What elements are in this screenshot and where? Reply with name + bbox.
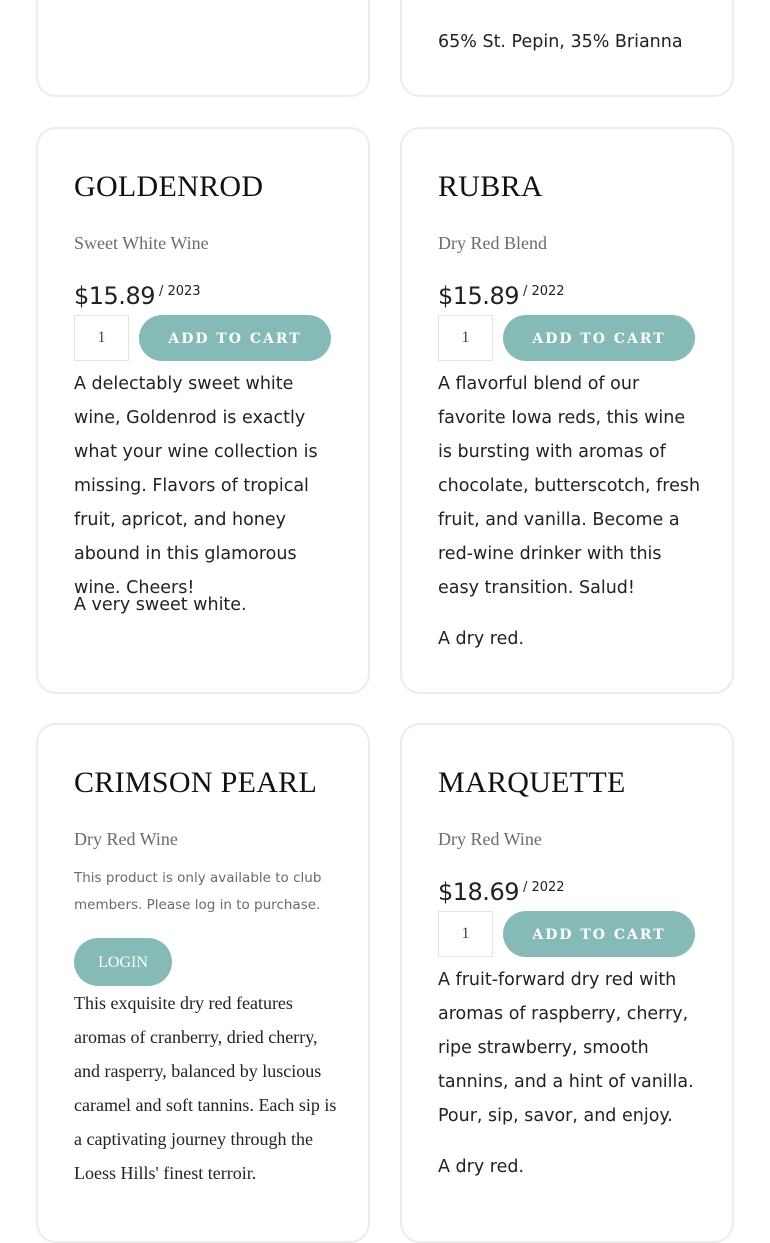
club-only-message: This product is only available to club members. Please log in to purchase. [74,870,322,913]
product-type: Dry Red Wine [74,829,178,849]
product-name: GOLDENROD [74,170,264,203]
product-name: CRIMSON PEARL [74,766,318,799]
login-button[interactable]: LOGIN [74,938,172,986]
product-type: Sweet White Wine [74,233,209,253]
product-type: Dry Red Wine [438,829,542,849]
product-description: A flavorful blend of our favorite Iowa reds, this wine is bursting with aromas of chocolate, butterscotch, fresh fruit, and vanilla. Become a red-wine drinker with this easy transition. Salud! [438,374,701,598]
price-row [438,277,565,314]
product-price: $15.89 [438,282,519,310]
product-card-partial-right [400,0,734,97]
product-note: A very sweet white. [74,595,247,615]
product-card-rubra [400,127,734,694]
add-to-cart-button[interactable]: ADD TO CART [503,315,695,361]
add-to-cart-button[interactable]: ADD TO CART [503,911,695,957]
product-price: $18.69 [438,878,519,906]
product-price: $15.89 [74,282,155,310]
product-description: A delectably sweet white wine, Goldenrod is exactly what your wine collection is missing. Flavors of tropical fruit, apricot, and honey abound in this glamorous wine. Cheers! [74,374,318,598]
quantity-input[interactable] [438,911,493,957]
varietal-blend: 65% St. Pepin, 35% Brianna [438,32,683,52]
product-card-goldenrod [36,127,370,694]
product-note: A dry red. [438,1157,525,1177]
product-type: Dry Red Blend [438,233,547,253]
product-description: A fruit-forward dry red with aromas of raspberry, cherry, ripe strawberry, smooth tannins, and a hint of vanilla. Pour, sip, savor, and enjoy. [438,970,694,1126]
product-vintage: / 2023 [158,284,201,299]
product-vintage: / 2022 [522,284,565,299]
quantity-input[interactable] [74,315,129,361]
quantity-input[interactable] [438,315,493,361]
product-description: This exquisite dry red features aromas of cranberry, dried cherry, and rasperry, balanced by luscious caramel and soft tannins. Each sip is a captivating journey through the Loess Hills' finest terroir. [74,993,337,1183]
product-name: MARQUETTE [438,766,626,799]
product-card-marquette [400,723,734,1243]
product-card-crimson-pearl [36,723,370,1243]
product-note: A dry red. [438,629,525,649]
product-name: RUBRA [438,170,543,203]
product-card-partial-left [36,0,370,97]
product-vintage: / 2022 [522,880,565,895]
add-to-cart-button[interactable]: ADD TO CART [139,315,331,361]
price-row [438,873,565,910]
price-row [74,277,201,314]
